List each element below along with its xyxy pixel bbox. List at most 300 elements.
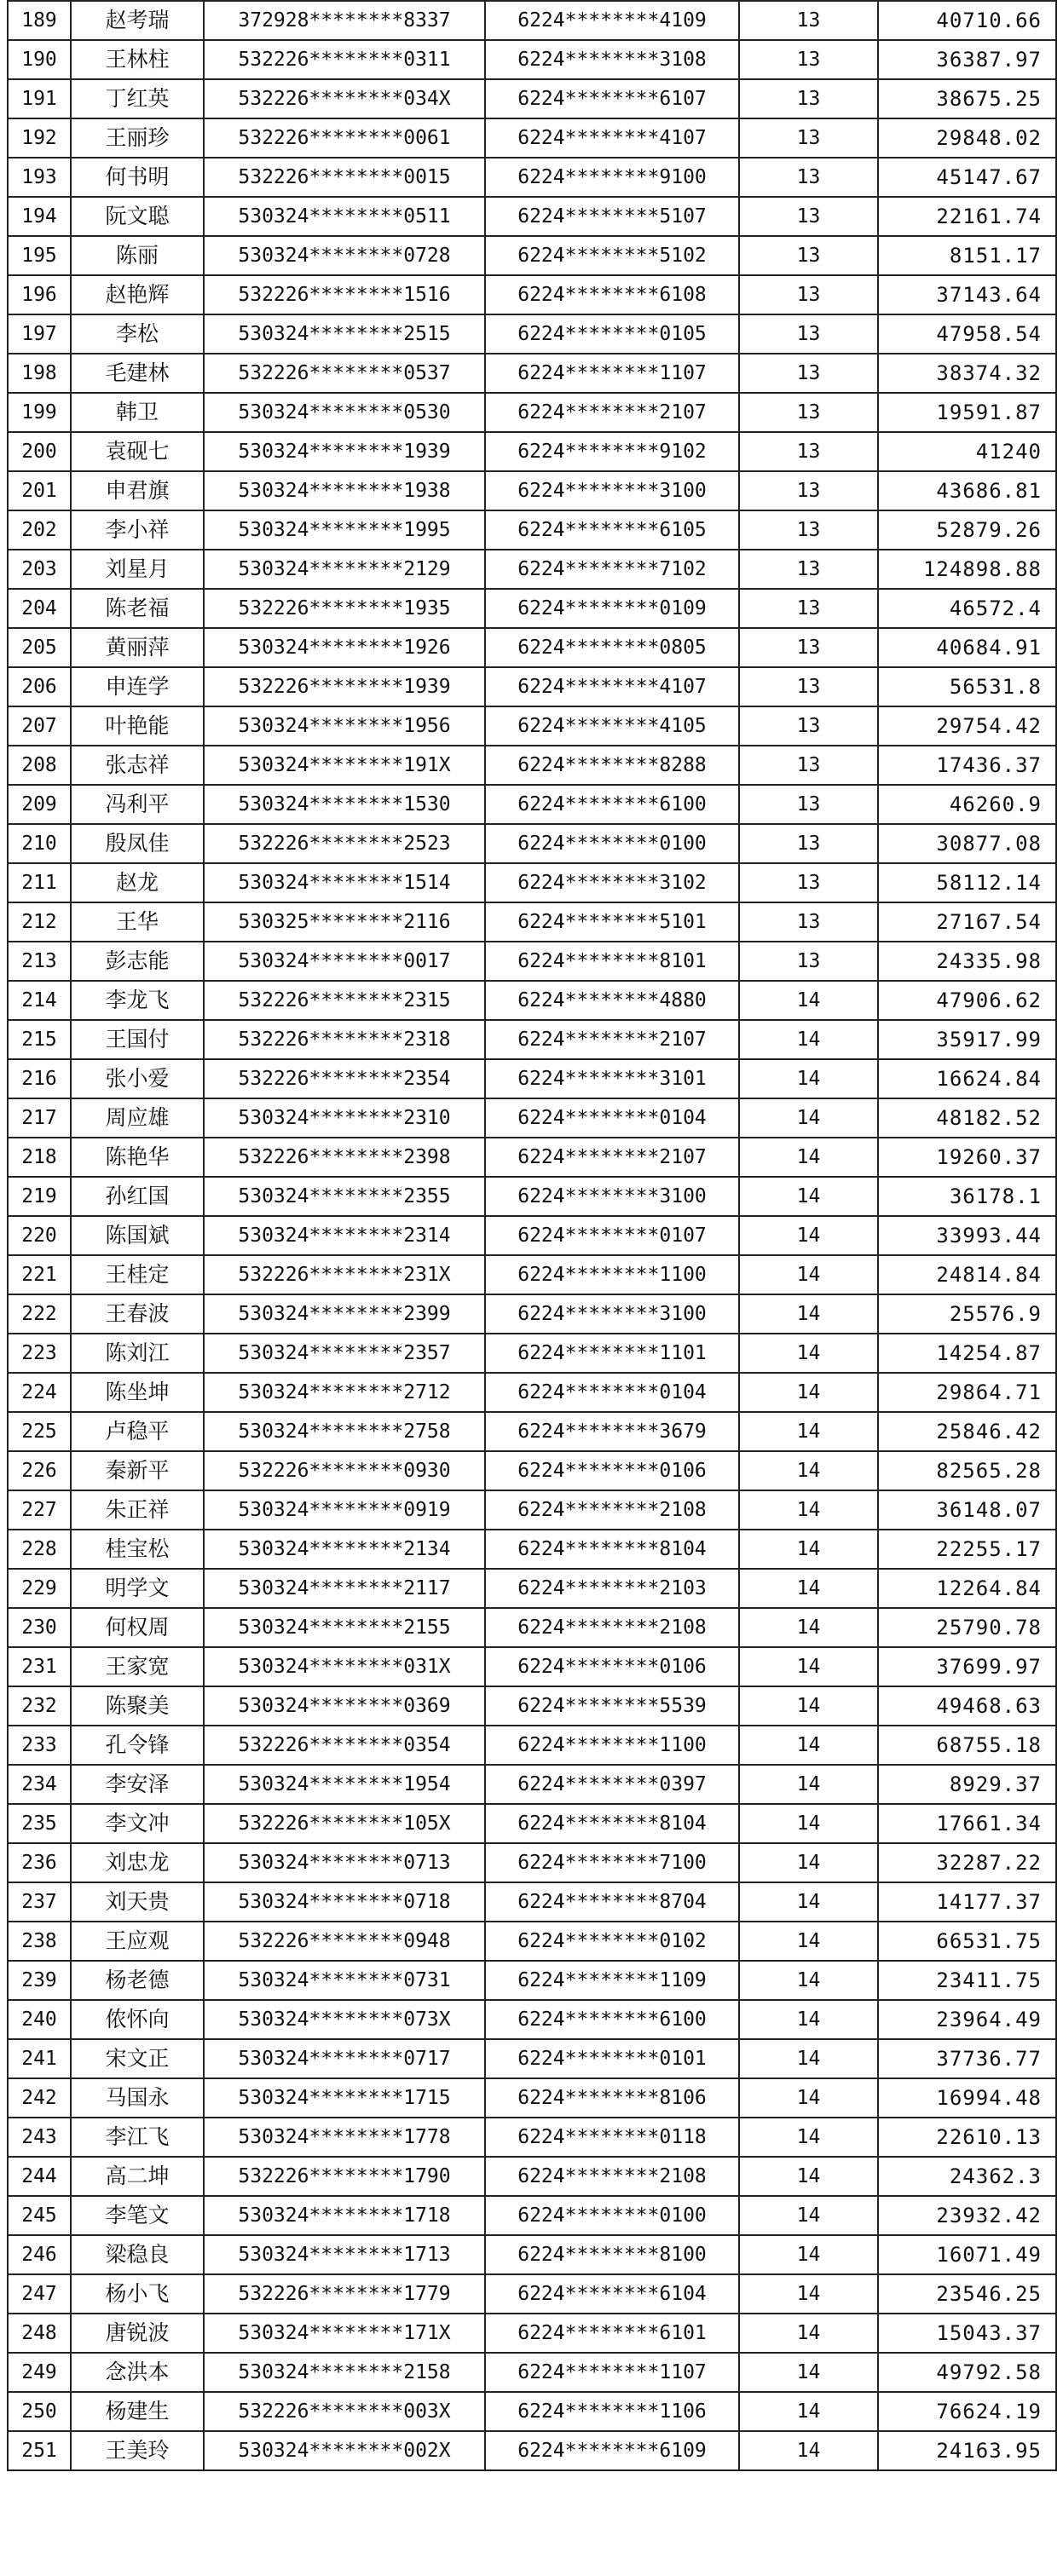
amount-cell: 68755.18	[878, 1726, 1056, 1765]
bank-card-number-cell: 6224********6101	[485, 2314, 739, 2353]
bank-card-number-cell: 6224********1107	[485, 2353, 739, 2392]
id-number-cell: 530324********002X	[204, 2431, 485, 2470]
group-number-cell: 14	[739, 1765, 878, 1804]
id-number-cell: 530324********2314	[204, 1216, 485, 1255]
table-row	[8, 1216, 1056, 1255]
id-number-cell: 532226********003X	[204, 2392, 485, 2431]
row-number-cell: 212	[8, 902, 71, 942]
amount-cell: 22610.13	[878, 2118, 1056, 2157]
person-name-cell: 陈老福	[71, 589, 204, 628]
id-number-cell: 530324********2310	[204, 1098, 485, 1138]
amount-cell: 38374.32	[878, 354, 1056, 393]
group-number-cell: 14	[739, 2078, 878, 2118]
row-number-cell: 220	[8, 1216, 71, 1255]
row-number-cell: 233	[8, 1726, 71, 1765]
row-number-cell: 208	[8, 746, 71, 785]
row-number-cell: 195	[8, 236, 71, 275]
person-name-cell: 王林柱	[71, 40, 204, 79]
table-row	[8, 1530, 1056, 1569]
table-row	[8, 785, 1056, 824]
person-name-cell: 王家宽	[71, 1647, 204, 1686]
amount-cell: 36178.1	[878, 1177, 1056, 1216]
group-number-cell: 14	[739, 1530, 878, 1569]
person-name-cell: 孔令锋	[71, 1726, 204, 1765]
person-name-cell: 念洪本	[71, 2353, 204, 2392]
row-number-cell: 247	[8, 2274, 71, 2314]
amount-cell: 36387.97	[878, 40, 1056, 79]
person-name-cell: 申君旗	[71, 471, 204, 510]
id-number-cell: 532226********2523	[204, 824, 485, 863]
person-name-cell: 陈丽	[71, 236, 204, 275]
group-number-cell: 13	[739, 158, 878, 197]
id-number-cell: 530324********0919	[204, 1490, 485, 1530]
id-number-cell: 532226********0354	[204, 1726, 485, 1765]
amount-cell: 29864.71	[878, 1373, 1056, 1412]
group-number-cell: 13	[739, 706, 878, 746]
group-number-cell: 14	[739, 1726, 878, 1765]
amount-cell: 36148.07	[878, 1490, 1056, 1530]
bank-card-number-cell: 6224********2108	[485, 1608, 739, 1647]
group-number-cell: 14	[739, 2431, 878, 2470]
group-number-cell: 14	[739, 1490, 878, 1530]
table-row	[8, 1412, 1056, 1451]
group-number-cell: 14	[739, 1334, 878, 1373]
id-number-cell: 532226********1779	[204, 2274, 485, 2314]
id-number-cell: 530324********0728	[204, 236, 485, 275]
table-row	[8, 2118, 1056, 2157]
amount-cell: 49792.58	[878, 2353, 1056, 2392]
table-row	[8, 2235, 1056, 2274]
bank-card-number-cell: 6224********1101	[485, 1334, 739, 1373]
row-number-cell: 223	[8, 1334, 71, 1373]
person-name-cell: 何权周	[71, 1608, 204, 1647]
row-number-cell: 225	[8, 1412, 71, 1451]
group-number-cell: 13	[739, 902, 878, 942]
bank-card-number-cell: 6224********4107	[485, 118, 739, 158]
group-number-cell: 13	[739, 197, 878, 236]
bank-card-number-cell: 6224********1100	[485, 1255, 739, 1294]
bank-card-number-cell: 6224********5539	[485, 1686, 739, 1726]
id-number-cell: 530324********1718	[204, 2196, 485, 2235]
row-number-cell: 224	[8, 1373, 71, 1412]
table-row	[8, 1647, 1056, 1686]
id-number-cell: 530324********2134	[204, 1530, 485, 1569]
person-name-cell: 毛建林	[71, 354, 204, 393]
table-row	[8, 667, 1056, 706]
person-name-cell: 冯利平	[71, 785, 204, 824]
row-number-cell: 217	[8, 1098, 71, 1138]
row-number-cell: 245	[8, 2196, 71, 2235]
row-number-cell: 243	[8, 2118, 71, 2157]
group-number-cell: 14	[739, 981, 878, 1020]
bank-card-number-cell: 6224********0805	[485, 628, 739, 667]
id-number-cell: 532226********0061	[204, 118, 485, 158]
bank-card-number-cell: 6224********5101	[485, 902, 739, 942]
id-number-cell: 532226********0537	[204, 354, 485, 393]
group-number-cell: 14	[739, 2235, 878, 2274]
row-number-cell: 230	[8, 1608, 71, 1647]
id-number-cell: 532226********2318	[204, 1020, 485, 1059]
person-name-cell: 申连学	[71, 667, 204, 706]
row-number-cell: 206	[8, 667, 71, 706]
row-number-cell: 191	[8, 79, 71, 118]
amount-cell: 8929.37	[878, 1765, 1056, 1804]
person-name-cell: 赵艳辉	[71, 275, 204, 314]
person-name-cell: 刘忠龙	[71, 1843, 204, 1882]
row-number-cell: 216	[8, 1059, 71, 1098]
person-name-cell: 明学文	[71, 1569, 204, 1608]
row-number-cell: 190	[8, 40, 71, 79]
person-name-cell: 李江飞	[71, 2118, 204, 2157]
bank-card-number-cell: 6224********0118	[485, 2118, 739, 2157]
table-row	[8, 432, 1056, 471]
amount-cell: 16071.49	[878, 2235, 1056, 2274]
bank-card-number-cell: 6224********3679	[485, 1412, 739, 1451]
bank-card-number-cell: 6224********3102	[485, 863, 739, 902]
row-number-cell: 232	[8, 1686, 71, 1726]
group-number-cell: 13	[739, 1, 878, 40]
bank-card-number-cell: 6224********0106	[485, 1451, 739, 1490]
bank-card-number-cell: 6224********1106	[485, 2392, 739, 2431]
table-row	[8, 1373, 1056, 1412]
table-row	[8, 981, 1056, 1020]
row-number-cell: 236	[8, 1843, 71, 1882]
bank-card-number-cell: 6224********5102	[485, 236, 739, 275]
table-row	[8, 706, 1056, 746]
amount-cell: 17661.34	[878, 1804, 1056, 1843]
row-number-cell: 193	[8, 158, 71, 197]
table-row	[8, 354, 1056, 393]
bank-card-number-cell: 6224********0101	[485, 2039, 739, 2078]
amount-cell: 22255.17	[878, 1530, 1056, 1569]
id-number-cell: 532226********1935	[204, 589, 485, 628]
bank-card-number-cell: 6224********2103	[485, 1569, 739, 1608]
person-name-cell: 赵考瑞	[71, 1, 204, 40]
row-number-cell: 204	[8, 589, 71, 628]
amount-cell: 16994.48	[878, 2078, 1056, 2118]
id-number-cell: 530324********0511	[204, 197, 485, 236]
amount-cell: 82565.28	[878, 1451, 1056, 1490]
person-name-cell: 王美玲	[71, 2431, 204, 2470]
group-number-cell: 14	[739, 2157, 878, 2196]
person-name-cell: 李龙飞	[71, 981, 204, 1020]
table-row	[8, 2353, 1056, 2392]
group-number-cell: 14	[739, 1138, 878, 1177]
amount-cell: 52879.26	[878, 510, 1056, 550]
row-number-cell: 240	[8, 2000, 71, 2039]
table-row	[8, 314, 1056, 354]
group-number-cell: 14	[739, 1294, 878, 1334]
id-number-cell: 532226********0930	[204, 1451, 485, 1490]
bank-card-number-cell: 6224********8704	[485, 1882, 739, 1922]
bank-card-number-cell: 6224********0397	[485, 1765, 739, 1804]
amount-cell: 46260.9	[878, 785, 1056, 824]
row-number-cell: 189	[8, 1, 71, 40]
group-number-cell: 13	[739, 589, 878, 628]
person-name-cell: 桂宝松	[71, 1530, 204, 1569]
bank-card-number-cell: 6224********4105	[485, 706, 739, 746]
id-number-cell: 530324********1956	[204, 706, 485, 746]
row-number-cell: 248	[8, 2314, 71, 2353]
id-number-cell: 530324********2355	[204, 1177, 485, 1216]
group-number-cell: 13	[739, 354, 878, 393]
row-number-cell: 234	[8, 1765, 71, 1804]
table-row	[8, 1804, 1056, 1843]
id-number-cell: 530324********1939	[204, 432, 485, 471]
row-number-cell: 231	[8, 1647, 71, 1686]
table-row	[8, 197, 1056, 236]
group-number-cell: 14	[739, 2314, 878, 2353]
table-row	[8, 589, 1056, 628]
bank-card-number-cell: 6224********2107	[485, 1138, 739, 1177]
person-name-cell: 何书明	[71, 158, 204, 197]
person-name-cell: 唐锐波	[71, 2314, 204, 2353]
bank-card-number-cell: 6224********6108	[485, 275, 739, 314]
row-number-cell: 197	[8, 314, 71, 354]
amount-cell: 76624.19	[878, 2392, 1056, 2431]
amount-cell: 24335.98	[878, 942, 1056, 981]
amount-cell: 16624.84	[878, 1059, 1056, 1098]
table-row	[8, 1569, 1056, 1608]
id-number-cell: 530324********0731	[204, 1961, 485, 2000]
bank-card-number-cell: 6224********4109	[485, 1, 739, 40]
id-number-cell: 532226********105X	[204, 1804, 485, 1843]
bank-card-number-cell: 6224********8104	[485, 1530, 739, 1569]
id-number-cell: 530324********1954	[204, 1765, 485, 1804]
amount-cell: 12264.84	[878, 1569, 1056, 1608]
person-name-cell: 袁砚七	[71, 432, 204, 471]
amount-cell: 27167.54	[878, 902, 1056, 942]
amount-cell: 19591.87	[878, 393, 1056, 432]
bank-card-number-cell: 6224********2108	[485, 1490, 739, 1530]
person-name-cell: 张志祥	[71, 746, 204, 785]
table-row	[8, 1451, 1056, 1490]
person-name-cell: 李松	[71, 314, 204, 354]
id-number-cell: 530324********171X	[204, 2314, 485, 2353]
table-row	[8, 1138, 1056, 1177]
person-name-cell: 杨建生	[71, 2392, 204, 2431]
table-row	[8, 824, 1056, 863]
group-number-cell: 13	[739, 863, 878, 902]
row-number-cell: 198	[8, 354, 71, 393]
table-row	[8, 275, 1056, 314]
bank-card-number-cell: 6224********3100	[485, 471, 739, 510]
row-number-cell: 214	[8, 981, 71, 1020]
group-number-cell: 14	[739, 1098, 878, 1138]
group-number-cell: 13	[739, 510, 878, 550]
id-number-cell: 530324********2129	[204, 550, 485, 589]
person-name-cell: 韩卫	[71, 393, 204, 432]
amount-cell: 29754.42	[878, 706, 1056, 746]
group-number-cell: 13	[739, 432, 878, 471]
person-name-cell: 刘星月	[71, 550, 204, 589]
table-row	[8, 510, 1056, 550]
row-number-cell: 222	[8, 1294, 71, 1334]
bank-card-number-cell: 6224********0104	[485, 1373, 739, 1412]
group-number-cell: 14	[739, 1804, 878, 1843]
group-number-cell: 14	[739, 1412, 878, 1451]
amount-cell: 35917.99	[878, 1020, 1056, 1059]
table-row	[8, 118, 1056, 158]
table-row	[8, 2314, 1056, 2353]
row-number-cell: 200	[8, 432, 71, 471]
group-number-cell: 13	[739, 471, 878, 510]
group-number-cell: 13	[739, 824, 878, 863]
table-row	[8, 1490, 1056, 1530]
person-name-cell: 王华	[71, 902, 204, 942]
bank-card-number-cell: 6224********0105	[485, 314, 739, 354]
amount-cell: 23546.25	[878, 2274, 1056, 2314]
group-number-cell: 13	[739, 667, 878, 706]
group-number-cell: 13	[739, 236, 878, 275]
bank-card-number-cell: 6224********3100	[485, 1294, 739, 1334]
bank-card-number-cell: 6224********7100	[485, 1843, 739, 1882]
bank-card-number-cell: 6224********6100	[485, 2000, 739, 2039]
id-number-cell: 532226********2315	[204, 981, 485, 1020]
id-number-cell: 532226********0948	[204, 1922, 485, 1961]
group-number-cell: 14	[739, 1647, 878, 1686]
person-name-cell: 孙红国	[71, 1177, 204, 1216]
table-row	[8, 79, 1056, 118]
row-number-cell: 219	[8, 1177, 71, 1216]
bank-card-number-cell: 6224********3101	[485, 1059, 739, 1098]
group-number-cell: 14	[739, 2196, 878, 2235]
row-number-cell: 207	[8, 706, 71, 746]
id-number-cell: 530324********0530	[204, 393, 485, 432]
group-number-cell: 14	[739, 1020, 878, 1059]
table-row	[8, 1922, 1056, 1961]
amount-cell: 58112.14	[878, 863, 1056, 902]
person-name-cell: 黄丽萍	[71, 628, 204, 667]
amount-cell: 40710.66	[878, 1, 1056, 40]
id-number-cell: 530324********191X	[204, 746, 485, 785]
table-row	[8, 1608, 1056, 1647]
person-name-cell: 刘天贵	[71, 1882, 204, 1922]
row-number-cell: 196	[8, 275, 71, 314]
group-number-cell: 14	[739, 1373, 878, 1412]
group-number-cell: 14	[739, 1059, 878, 1098]
person-name-cell: 陈艳华	[71, 1138, 204, 1177]
group-number-cell: 13	[739, 40, 878, 79]
bank-card-number-cell: 6224********0107	[485, 1216, 739, 1255]
person-name-cell: 李安泽	[71, 1765, 204, 1804]
table-row	[8, 942, 1056, 981]
id-number-cell: 530324********0718	[204, 1882, 485, 1922]
amount-cell: 46572.4	[878, 589, 1056, 628]
person-name-cell: 周应雄	[71, 1098, 204, 1138]
table-row	[8, 863, 1056, 902]
row-number-cell: 238	[8, 1922, 71, 1961]
group-number-cell: 14	[739, 2392, 878, 2431]
person-name-cell: 杨小飞	[71, 2274, 204, 2314]
group-number-cell: 13	[739, 79, 878, 118]
amount-cell: 38675.25	[878, 79, 1056, 118]
person-name-cell: 侬怀向	[71, 2000, 204, 2039]
id-number-cell: 532226********0311	[204, 40, 485, 79]
bank-card-number-cell: 6224********8288	[485, 746, 739, 785]
bank-card-number-cell: 6224********0104	[485, 1098, 739, 1138]
person-name-cell: 李笔文	[71, 2196, 204, 2235]
id-number-cell: 530324********1715	[204, 2078, 485, 2118]
person-name-cell: 朱正祥	[71, 1490, 204, 1530]
row-number-cell: 249	[8, 2353, 71, 2392]
amount-cell: 48182.52	[878, 1098, 1056, 1138]
row-number-cell: 229	[8, 1569, 71, 1608]
group-number-cell: 13	[739, 393, 878, 432]
person-name-cell: 卢稳平	[71, 1412, 204, 1451]
id-number-cell: 530324********1778	[204, 2118, 485, 2157]
person-name-cell: 张小爱	[71, 1059, 204, 1098]
amount-cell: 47958.54	[878, 314, 1056, 354]
id-number-cell: 530324********1713	[204, 2235, 485, 2274]
amount-cell: 124898.88	[878, 550, 1056, 589]
person-name-cell: 高二坤	[71, 2157, 204, 2196]
group-number-cell: 14	[739, 1451, 878, 1490]
amount-cell: 23964.49	[878, 2000, 1056, 2039]
bank-card-number-cell: 6224********3108	[485, 40, 739, 79]
amount-cell: 17436.37	[878, 746, 1056, 785]
id-number-cell: 530324********073X	[204, 2000, 485, 2039]
bank-card-number-cell: 6224********0106	[485, 1647, 739, 1686]
bank-card-number-cell: 6224********5107	[485, 197, 739, 236]
bank-card-number-cell: 6224********4880	[485, 981, 739, 1020]
person-name-cell: 丁红英	[71, 79, 204, 118]
bank-card-number-cell: 6224********0100	[485, 824, 739, 863]
id-number-cell: 532226********1516	[204, 275, 485, 314]
table-row	[8, 1765, 1056, 1804]
person-name-cell: 杨老德	[71, 1961, 204, 2000]
amount-cell: 14254.87	[878, 1334, 1056, 1373]
amount-cell: 8151.17	[878, 236, 1056, 275]
person-name-cell: 宋文正	[71, 2039, 204, 2078]
person-name-cell: 王应观	[71, 1922, 204, 1961]
table-row	[8, 158, 1056, 197]
amount-cell: 37699.97	[878, 1647, 1056, 1686]
bank-card-number-cell: 6224********9100	[485, 158, 739, 197]
amount-cell: 25846.42	[878, 1412, 1056, 1451]
group-number-cell: 14	[739, 1608, 878, 1647]
table-row	[8, 2392, 1056, 2431]
id-number-cell: 372928********8337	[204, 1, 485, 40]
row-number-cell: 210	[8, 824, 71, 863]
table-row	[8, 393, 1056, 432]
id-number-cell: 532226********2354	[204, 1059, 485, 1098]
id-number-cell: 530324********0713	[204, 1843, 485, 1882]
bank-card-number-cell: 6224********6105	[485, 510, 739, 550]
row-number-cell: 250	[8, 2392, 71, 2431]
amount-cell: 23932.42	[878, 2196, 1056, 2235]
amount-cell: 56531.8	[878, 667, 1056, 706]
id-number-cell: 530324********2515	[204, 314, 485, 354]
table-body	[8, 1, 1056, 2470]
id-number-cell: 530324********1514	[204, 863, 485, 902]
table-row	[8, 2196, 1056, 2235]
group-number-cell: 14	[739, 1961, 878, 2000]
table-row	[8, 1, 1056, 40]
bank-card-number-cell: 6224********2107	[485, 393, 739, 432]
amount-cell: 37143.64	[878, 275, 1056, 314]
row-number-cell: 213	[8, 942, 71, 981]
table-row	[8, 1294, 1056, 1334]
amount-cell: 25790.78	[878, 1608, 1056, 1647]
row-number-cell: 241	[8, 2039, 71, 2078]
table-row	[8, 2431, 1056, 2470]
group-number-cell: 13	[739, 746, 878, 785]
row-number-cell: 203	[8, 550, 71, 589]
amount-cell: 23411.75	[878, 1961, 1056, 2000]
row-number-cell: 235	[8, 1804, 71, 1843]
row-number-cell: 226	[8, 1451, 71, 1490]
